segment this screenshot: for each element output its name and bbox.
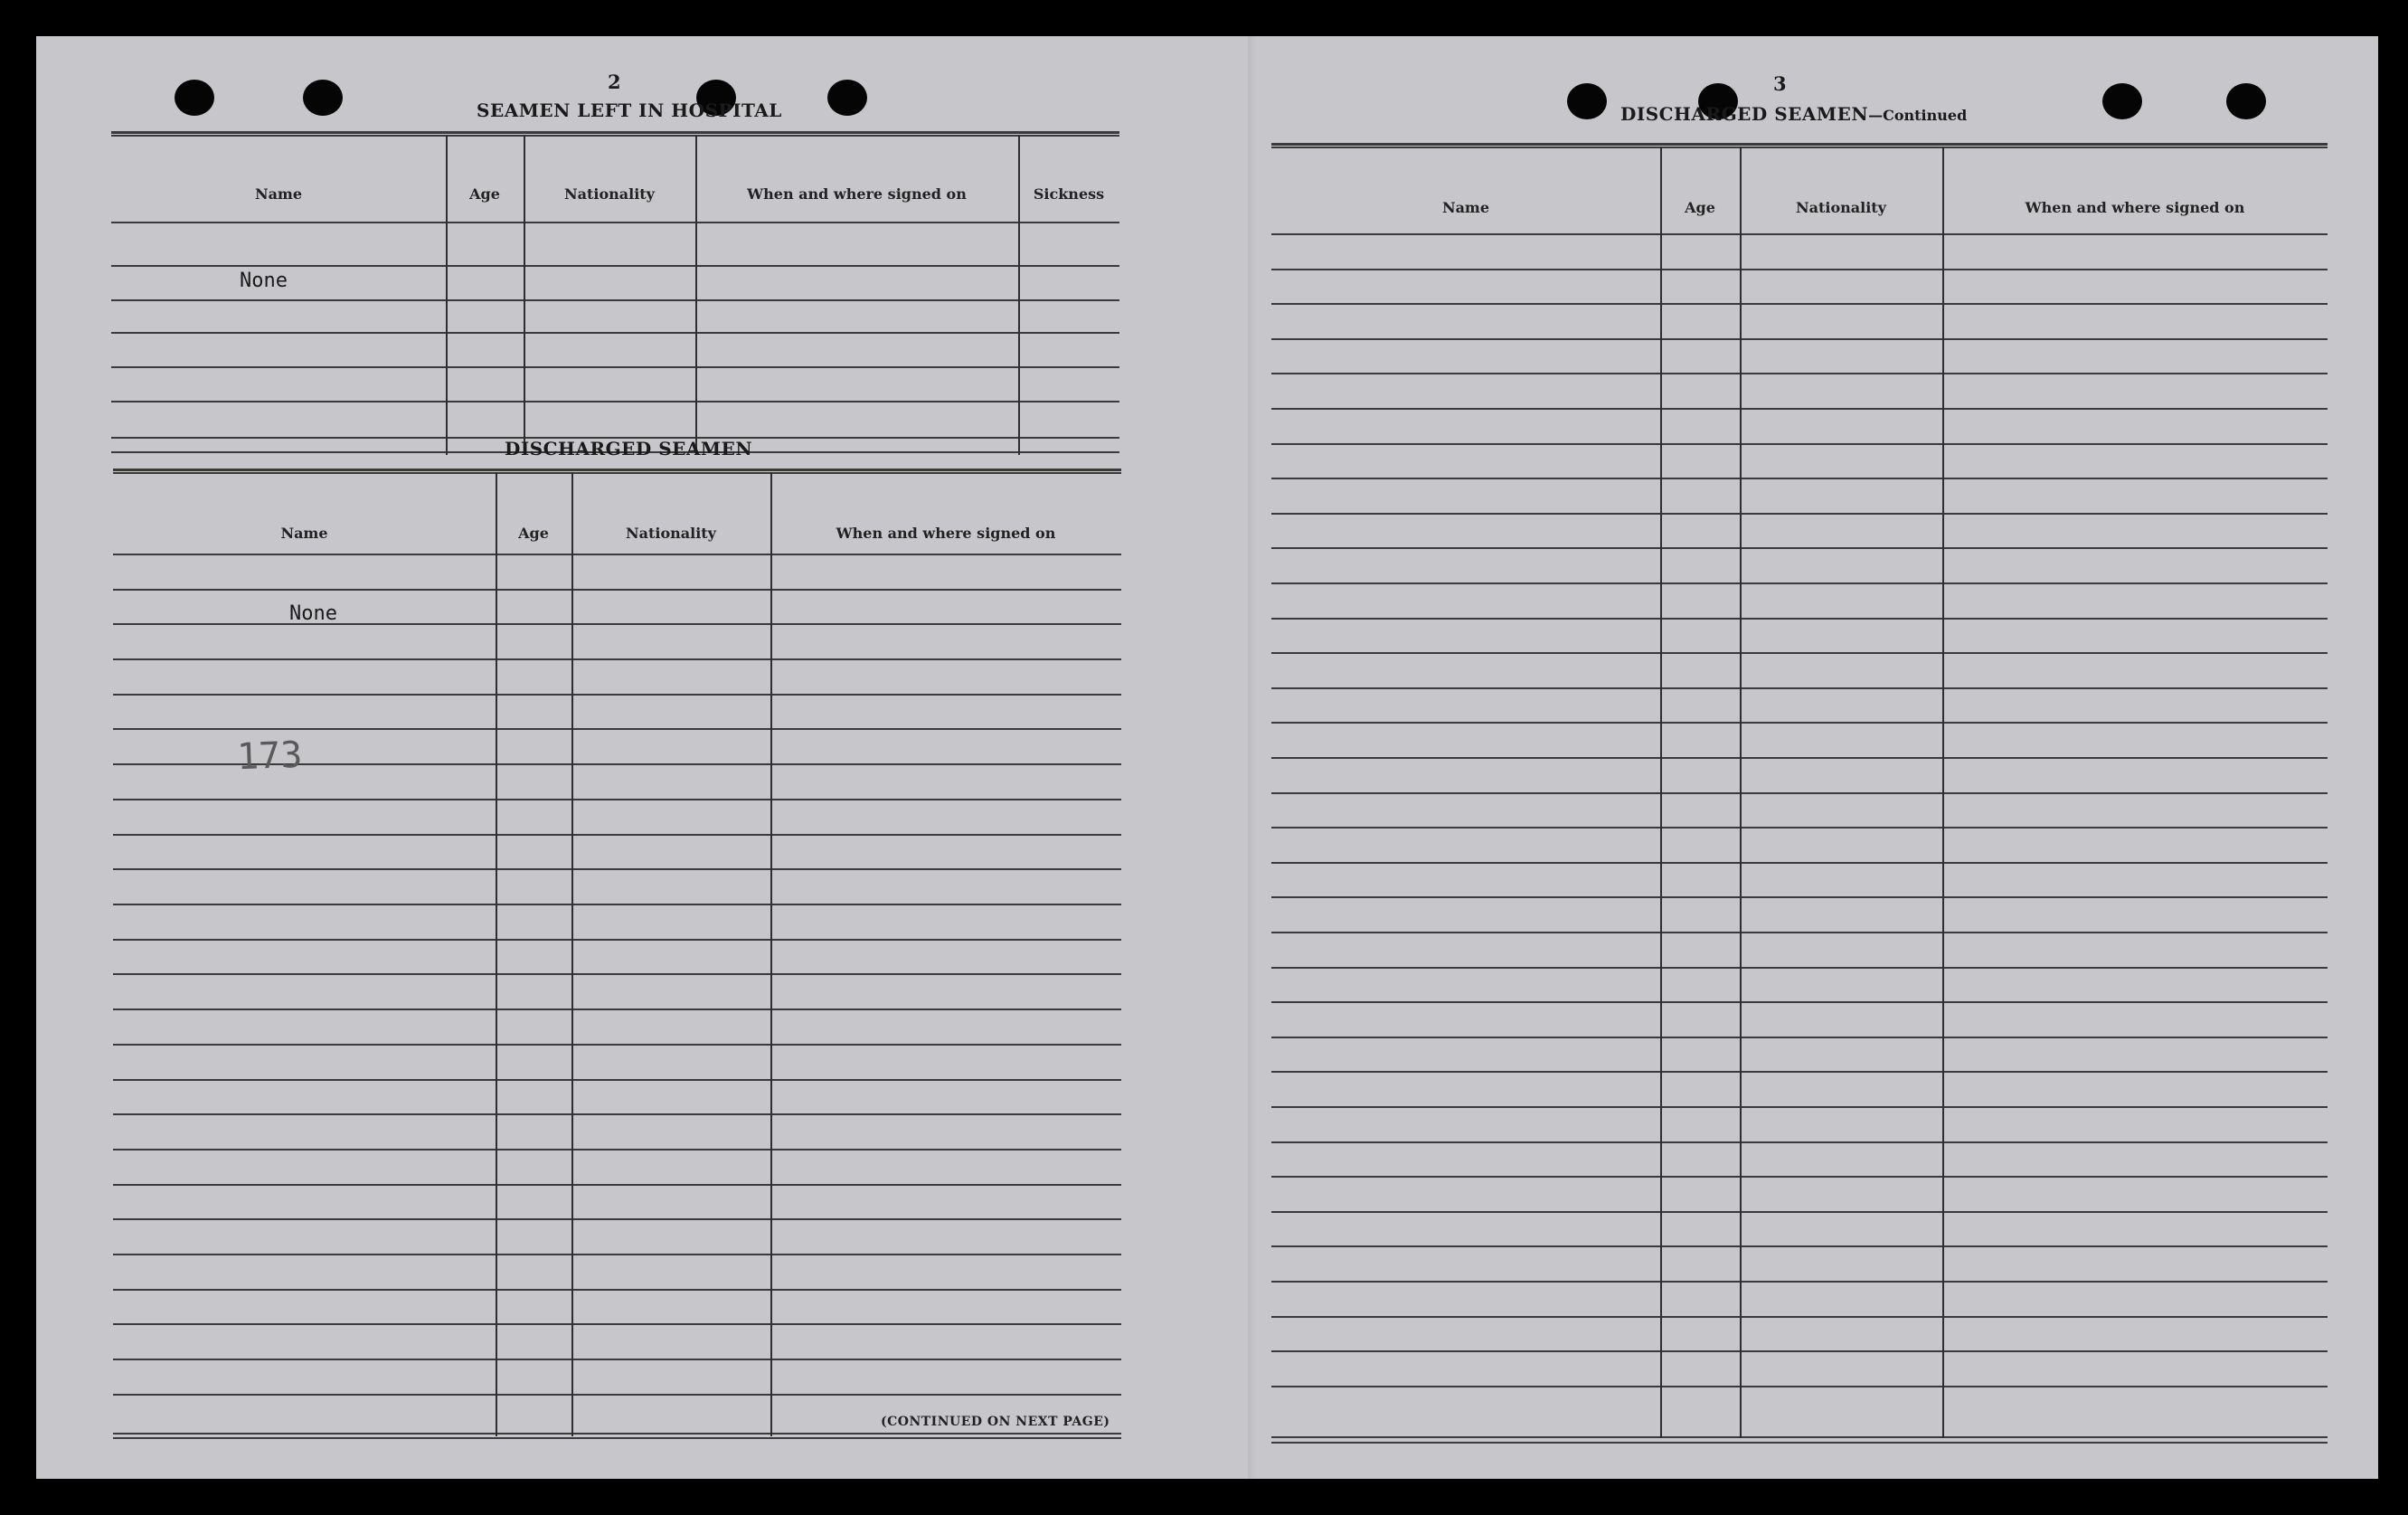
table-rule <box>1271 233 2328 235</box>
discharged-section-title: DISCHARGED SEAMEN <box>505 438 753 459</box>
table-rule <box>1271 792 2328 794</box>
table-rule <box>1271 1211 2328 1213</box>
table-rule <box>1271 143 2328 146</box>
table-rule <box>1271 338 2328 340</box>
column-divider <box>571 472 573 1436</box>
title-main: DISCHARGED SEAMEN <box>1620 103 1869 125</box>
column-divider <box>496 472 497 1436</box>
table-rule <box>113 1289 1121 1291</box>
table-rule <box>1271 896 2328 898</box>
column-header: When and where signed on <box>747 185 967 203</box>
continued-section-title <box>1620 103 1967 125</box>
table-rule <box>113 834 1121 836</box>
table-rule <box>113 1079 1121 1081</box>
title-suffix: —Continued <box>1868 107 1968 124</box>
table-rule <box>113 973 1121 975</box>
punch-hole-icon <box>827 80 867 116</box>
table-rule <box>113 1433 1121 1435</box>
discharged-entry: None <box>289 602 337 625</box>
table-rule <box>1271 757 2328 759</box>
table-rule <box>113 472 1121 474</box>
table-rule <box>1271 967 2328 969</box>
column-header: Age <box>518 525 549 542</box>
column-divider <box>524 135 525 455</box>
table-rule <box>1271 1316 2328 1318</box>
table-rule <box>1271 1037 2328 1038</box>
table-rule <box>1271 1436 2328 1438</box>
table-rule <box>113 868 1121 870</box>
table-rule <box>111 401 1119 402</box>
table-rule <box>113 799 1121 800</box>
page-number-left: 2 <box>608 71 621 93</box>
table-rule <box>113 623 1121 625</box>
table-rule <box>113 1254 1121 1255</box>
table-rule <box>1271 513 2328 515</box>
table-rule <box>1271 932 2328 933</box>
punch-hole-icon <box>2226 83 2266 119</box>
table-rule <box>1271 1001 2328 1003</box>
discharged-table <box>113 469 1121 1439</box>
page-fold <box>1248 36 1257 1479</box>
hospital-section-title: SEAMEN LEFT IN HOSPITAL <box>477 99 782 121</box>
table-rule <box>1271 1141 2328 1143</box>
table-rule <box>111 135 1119 137</box>
table-rule <box>1271 652 2328 654</box>
continued-footer: (CONTINUED ON NEXT PAGE) <box>881 1415 1110 1429</box>
table-rule <box>1271 618 2328 620</box>
column-divider <box>1942 147 1944 1438</box>
column-header: Nationality <box>1796 199 1886 216</box>
table-rule <box>113 1149 1121 1150</box>
table-rule <box>1271 147 2328 148</box>
table-rule <box>1271 582 2328 584</box>
column-header: Sickness <box>1033 185 1105 203</box>
column-divider <box>1018 135 1020 455</box>
table-rule <box>1271 687 2328 689</box>
table-rule <box>113 904 1121 905</box>
column-divider <box>770 472 772 1436</box>
table-rule <box>1271 303 2328 305</box>
table-rule <box>113 658 1121 660</box>
column-divider <box>695 135 697 455</box>
table-rule <box>111 222 1119 223</box>
table-rule <box>1271 1071 2328 1073</box>
page-number-right: 3 <box>1773 72 1787 95</box>
table-rule <box>113 1323 1121 1325</box>
table-rule <box>111 332 1119 334</box>
punch-hole-icon <box>2102 83 2142 119</box>
hospital-entry: None <box>240 270 288 292</box>
scanned-document <box>36 36 2378 1479</box>
table-rule <box>113 1113 1121 1115</box>
table-rule <box>113 1044 1121 1046</box>
table-rule <box>1271 478 2328 479</box>
table-rule <box>1271 269 2328 270</box>
column-header: Nationality <box>564 185 655 203</box>
table-rule <box>113 554 1121 555</box>
table-rule <box>1271 1386 2328 1387</box>
table-rule <box>1271 827 2328 829</box>
column-divider <box>446 135 448 455</box>
table-rule <box>1271 1442 2328 1444</box>
table-rule <box>113 1184 1121 1186</box>
table-rule <box>113 589 1121 591</box>
table-rule <box>1271 1350 2328 1352</box>
table-rule <box>1271 722 2328 724</box>
column-header: Nationality <box>626 525 716 542</box>
table-rule <box>113 694 1121 696</box>
column-header: When and where signed on <box>2025 199 2245 216</box>
table-rule <box>1271 862 2328 864</box>
hospital-table <box>111 131 1119 455</box>
punch-hole-icon <box>175 80 214 116</box>
table-rule <box>1271 547 2328 549</box>
column-header: Age <box>1685 199 1715 216</box>
table-rule <box>111 131 1119 134</box>
column-header: Name <box>1441 199 1490 216</box>
column-header: Age <box>469 185 500 203</box>
column-header: Name <box>254 185 303 203</box>
table-rule <box>1271 408 2328 410</box>
table-rule <box>111 366 1119 368</box>
table-rule <box>111 299 1119 301</box>
table-rule <box>1271 1245 2328 1247</box>
stamped-number: 173 <box>236 734 304 779</box>
table-rule <box>113 1437 1121 1439</box>
table-rule <box>113 728 1121 730</box>
column-header: Name <box>280 525 328 542</box>
table-rule <box>1271 373 2328 374</box>
column-divider <box>1740 147 1742 1438</box>
punch-hole-icon <box>1567 83 1607 119</box>
table-rule <box>113 1359 1121 1360</box>
table-rule <box>1271 443 2328 445</box>
table-rule <box>113 1394 1121 1396</box>
continued-table <box>1271 143 2328 1445</box>
punch-hole-icon <box>303 80 343 116</box>
table-rule <box>113 469 1121 471</box>
table-rule <box>111 265 1119 267</box>
table-rule <box>113 1008 1121 1010</box>
column-header: When and where signed on <box>836 525 1056 542</box>
table-rule <box>1271 1176 2328 1178</box>
table-rule <box>113 939 1121 941</box>
table-rule <box>113 1218 1121 1220</box>
table-rule <box>1271 1106 2328 1108</box>
column-divider <box>1660 147 1662 1438</box>
table-rule <box>1271 1281 2328 1283</box>
